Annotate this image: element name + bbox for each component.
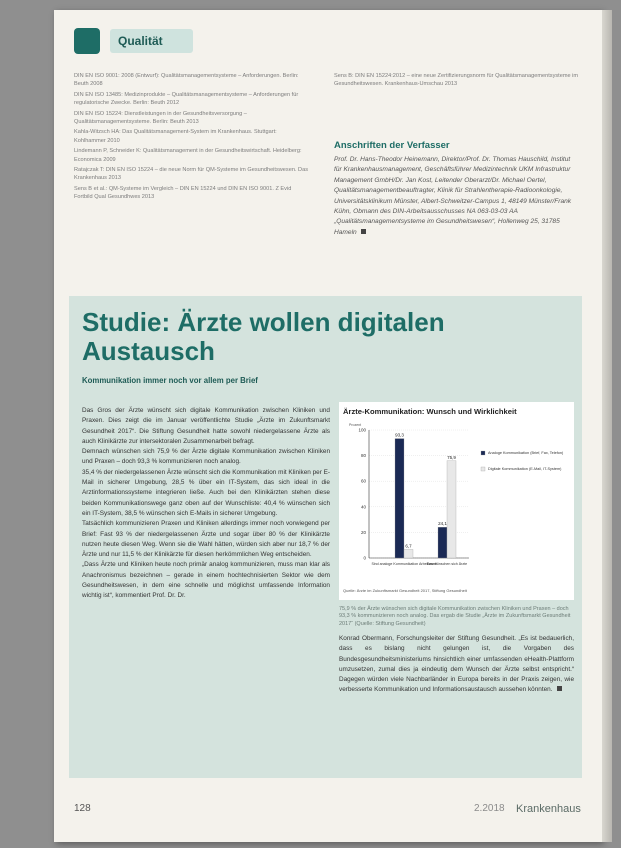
body-paragraph: 35,4 % der niedergelassenen Ärzte wünscht sich die Kommunikation mit Kliniken per E-Mail in sicherer Umgebung, 28,5 % über ein IT-System, das sich ideal in die Arztinformationssysteme integrieren ließe. Auch bei den Klinikärzten stehen diese beiden Kommunikationswege ganz oben auf der Wunschliste: 40,4 % wünschen sich ein IT-System, 38,5 % wünschen sich E-Mails in sicherer Umgebung. bbox=[82, 468, 330, 517]
references-right bbox=[334, 72, 579, 91]
article-subhead: Kommunikation immer noch vor allem per Brief bbox=[82, 376, 258, 385]
y-tick-label: 20 bbox=[360, 529, 366, 535]
x-tick-label: Sind analoge Kommunikation Arbeitswelt bbox=[371, 562, 437, 566]
article-headline: Studie: Ärzte wollen digitalen Austausch bbox=[82, 307, 445, 366]
reference-entry: Lindemann P, Schneider K: Qualitätsmanagement in der Gesundheitswirtschaft. Heidelberg: Economica 2009 bbox=[74, 148, 302, 163]
article-body-left bbox=[82, 406, 330, 602]
section-color-chip bbox=[74, 28, 100, 54]
legend-swatch bbox=[481, 467, 485, 471]
legend-label: Analoge Kommunikation (Brief, Fax, Telefon) bbox=[488, 451, 564, 455]
reference-entry: DIN EN ISO 9001: 2008 (Entwurf): Qualitätsmanagementsysteme – Anforderungen. Berlin: Beuth 2008 bbox=[74, 73, 299, 88]
data-label: 93,3 bbox=[395, 432, 404, 438]
body-paragraph: Demnach wünschen sich 75,9 % der Ärzte digitale Kommunikation zwischen Kliniken und Praxen – doch 93,3 % kommunizieren noch analog. bbox=[82, 448, 330, 466]
y-tick-label: 60 bbox=[360, 478, 366, 484]
bar bbox=[404, 549, 413, 558]
chart-figure bbox=[339, 402, 574, 600]
page-edge bbox=[602, 10, 612, 842]
reference-entry: Ratajczak T: DIN EN ISO 15224 – die neue Norm für QM-Systeme im Gesundheitswesen. Das Krankenhaus 2013 bbox=[74, 167, 308, 182]
end-mark-icon bbox=[557, 686, 562, 691]
reference-entry: Sens B: DIN EN 15224:2012 – eine neue Zertifizierungsnorm für Qualitätsmanagementsysteme im Gesundheitswesen. Krankenhaus-Umschau 2013 bbox=[334, 73, 579, 88]
chart-svg bbox=[339, 418, 574, 586]
references-left bbox=[74, 72, 309, 204]
data-label: 6,7 bbox=[405, 543, 412, 549]
y-tick-label: 0 bbox=[363, 555, 366, 561]
article-box bbox=[69, 296, 582, 778]
end-mark-icon bbox=[361, 229, 366, 234]
addresses-title: Anschriften der Verfasser bbox=[334, 140, 450, 151]
reference-entry: DIN EN ISO 13485: Medizinprodukte – Qualitätsmanagementsysteme – Anforderungen für regulatorische Zwecke. Berlin: Beuth 2012 bbox=[74, 91, 299, 107]
chart-source: Quelle: Ärzte im Zukunftsmarkt Gesundheit 2017, Stiftung Gesundheit bbox=[343, 588, 467, 593]
data-label: 24,1 bbox=[438, 521, 447, 527]
addresses-text bbox=[334, 155, 579, 238]
page-header bbox=[54, 10, 602, 65]
y-axis-label: Prozent bbox=[349, 423, 362, 427]
body-paragraph: „Dass Ärzte und Kliniken heute noch primär analog kommunizieren, muss man klar als Anachronismus bezeichnen – gerade in einem hochtechnisierten Sektor wie dem Gesundheitswesen, in dem eine schnelle und möglichst umfassende Information wichtig ist“, kommentiert Prof. Dr. Dr. bbox=[82, 561, 330, 600]
bar bbox=[395, 439, 404, 558]
article-body-right bbox=[339, 634, 574, 696]
data-label: 75,9 bbox=[447, 454, 456, 460]
magazine-name: Krankenhaus bbox=[516, 803, 581, 815]
bar bbox=[447, 461, 456, 558]
x-tick-label: Das wünschen sich Ärzte bbox=[426, 562, 468, 566]
page-number: 128 bbox=[74, 803, 91, 814]
legend-swatch bbox=[481, 451, 485, 455]
reference-entry: Sens B et al.: QM-Systeme im Vergleich – DIN EN 15224 und DIN EN ISO 9001. Z Evid Fortbild Qual Gesundhwes 2013 bbox=[74, 185, 292, 201]
y-tick-label: 40 bbox=[360, 504, 366, 510]
reference-entry: DIN EN ISO 15224: Dienstleistungen in der Gesundheitsversorgung – Qualitätsmanagementsysteme. Berlin: Beuth 2013 bbox=[74, 110, 247, 126]
magazine-page bbox=[54, 10, 602, 842]
y-tick-label: 100 bbox=[358, 427, 366, 433]
addresses-body: Prof. Dr. Hans-Theodor Heinemann, Direktor/Prof. Dr. Thomas Hauschild, Institut für Krankenhausmanagement, Geschäftsführer Medizintechnik UKM Infrastruktur Management GmbH/Dr. Jan Kost, Leitender Oberarzt/Dr. Michael Oertel, Qualitätsmanagementbeauftragter, Klinik für Strahlentherapie-Radioonkologie, Universitätsklinikum Münster, Albert-Schweitzer-Campus 1, 48149 Münster/Frank Kühn, Obmann des DIN-Arbeitsausschusses NA 063-03-03 AA „Qualitätsmanagementsysteme im Gesundheitswesen“, Hollenweg 25, 31785 Hameln bbox=[334, 156, 572, 236]
legend-label: Digitale Kommunikation (E-Mail, IT-System) bbox=[488, 467, 562, 471]
section-label: Qualität bbox=[110, 29, 193, 53]
y-tick-label: 80 bbox=[360, 453, 366, 459]
bar bbox=[438, 527, 447, 558]
reference-entry: Kahla-Witzsch HA: Das Qualitätsmanagement-System im Krankenhaus. Stuttgart: Kohlhammer 2010 bbox=[74, 129, 277, 144]
body-paragraph: Tatsächlich kommunizieren Praxen und Kliniken allerdings immer noch vorwiegend per Brief: Fast 93 % der niedergelassenen Ärzte und sogar über 80 % der Klinikärzte nutzen heute diesen Weg. Wenn sie die Wahl hätten, würden sich aber nur 18,7 % der Ärzte und nur 11,5 % der Klinikärzte für diesen herkömmlichen Weg entscheiden. bbox=[82, 520, 330, 559]
body-paragraph: Das Gros der Ärzte wünscht sich digitale Kommunikation zwischen Kliniken und Praxen. Dies zeigt die im Januar veröffentlichte Studie „Ärzte im Zukunftsmarkt Gesundheit 2017“. Die Stiftung Gesundheit hatte sowohl niedergelassene Ärzte als auch Klinikärzte zur intersektoralen Zusammenarbeit befragt. bbox=[82, 407, 330, 445]
body-paragraph: Konrad Obermann, Forschungsleiter der Stiftung Gesundheit. „Es ist bedauerlich, dass es bislang nicht gelungen ist, die Vorgaben des Bundesgesundheitsministeriums hinsichtlich einer umfassenden eHealth-Plattform umzusetzen, zumal dies ja eindeutig dem Wunsch der Ärzte selbst entspricht.“ Dagegen würden viele Nachbarländer in Europa bereits in der Praxis zeigen, wie verbesserte Kommunikation und Informationsaustausch aussehen könnten. bbox=[339, 635, 574, 694]
issue-number: 2.2018 bbox=[474, 803, 505, 814]
chart-title: Ärzte-Kommunikation: Wunsch und Wirklichkeit bbox=[343, 407, 517, 416]
chart-caption: 75,9 % der Ärzte wünschen sich digitale Kommunikation zwischen Kliniken und Praxen – doch 93,3 % kommunizieren noch analog. Das ergab die Studie „Ärzte im Zukunftsmarkt Gesundheit 2017“ (Quelle: Stiftung Gesundheit) bbox=[339, 606, 571, 627]
